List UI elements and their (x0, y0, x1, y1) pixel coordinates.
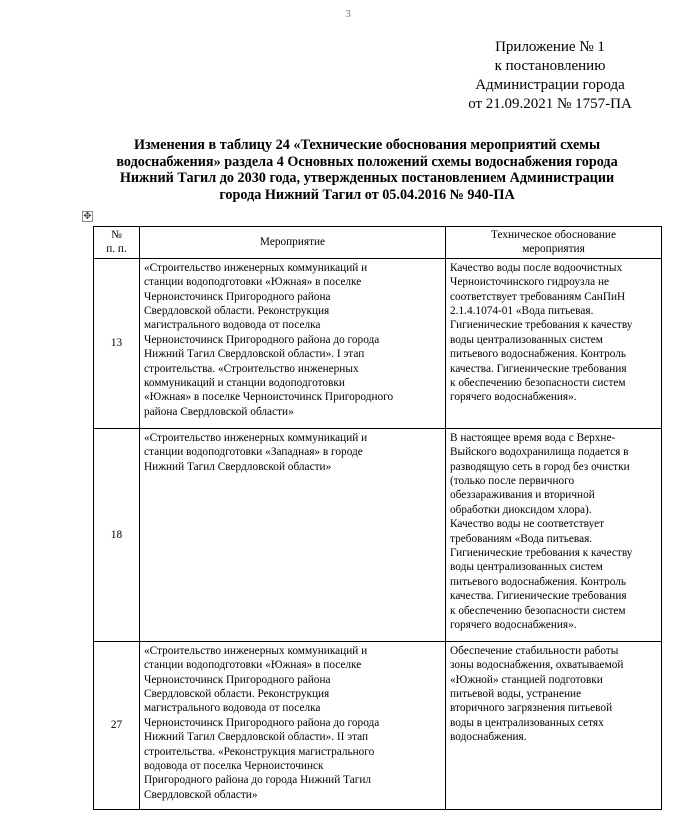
header-number-line: п. п. (106, 243, 127, 256)
justification-line: Выйского водохранилища подается в (450, 446, 629, 459)
justification-line: вторичного загрязнения питьевой (450, 702, 613, 715)
appendix-line: Приложение № 1 (495, 39, 605, 55)
justification-line: воды централизованных систем (450, 333, 603, 346)
measure-line: станции водоподготовки «Западная» в городе (144, 446, 363, 459)
header-measure: Мероприятие (140, 227, 446, 259)
justification-line: качества. Гигиенические требования (450, 590, 627, 603)
measure-line: водовода от поселка Черноисточинск (144, 760, 324, 773)
measure-line: «Строительство инженерных коммуникаций и (144, 644, 368, 657)
justification-line: к обеспечению безопасности систем (450, 377, 626, 390)
title-line: города Нижний Тагил от 05.04.2016 № 940-ПА (219, 186, 515, 203)
justification-cell (446, 428, 662, 641)
justification-line: горячего водоснабжения». (450, 619, 577, 632)
row-number: 27 (94, 641, 140, 809)
justification-line: водоснабжения. (450, 731, 527, 744)
justification-line: горячего водоснабжения». (450, 391, 577, 404)
table-row (94, 428, 662, 641)
measure-line: Пригородного района до города Нижний Тагил (144, 774, 372, 787)
justification-line: В настоящее время вода с Верхне- (450, 431, 616, 444)
measure-line: Нижний Тагил Свердловской области». II этап (144, 731, 369, 744)
justification-line: питьевой воды, устранение (450, 688, 582, 701)
appendix-header (440, 38, 660, 114)
measure-line: Черноисточинск Пригородного района до города (144, 333, 380, 346)
justification-line: качества. Гигиенические требования (450, 362, 627, 375)
row-number: 13 (94, 258, 140, 428)
measure-line: строительства. «Реконструкция магистрального (144, 745, 375, 758)
justification-line: обработки диоксидом хлора). (450, 503, 592, 516)
justification-line: воды централизованных систем (450, 561, 603, 574)
measure-line: станции водоподготовки «Южная» в поселке (144, 276, 362, 289)
measure-line: «Строительство инженерных коммуникаций и (144, 261, 368, 274)
justification-cell (446, 258, 662, 428)
title-line: Нижний Тагил до 2030 года, утвержденных постановлением Администрации (119, 170, 615, 186)
justification-line: Гигиенические требования к качеству (450, 319, 633, 332)
measure-line: Свердловской области» (144, 788, 258, 801)
measure-line: «Южная» в поселке Черноисточинск Пригородного (144, 391, 394, 404)
measure-line: «Строительство инженерных коммуникаций и (144, 431, 368, 444)
justification-line: требованиям «Вода питьевая. (450, 532, 593, 545)
measure-cell (140, 428, 446, 641)
measure-cell (140, 258, 446, 428)
justification-line: обеззараживания и вторичной (450, 489, 595, 502)
measure-line: Нижний Тагил Свердловской области» (144, 460, 332, 473)
justification-line: Черноисточинского гидроузла не (450, 276, 610, 289)
header-number-line: № (111, 229, 122, 241)
measure-line: строительства. «Строительство инженерных (144, 362, 359, 375)
measure-line: магистрального водовода от поселка (144, 702, 321, 715)
appendix-line: Администрации города (475, 77, 625, 93)
justification-line: 2.1.4.1074-01 «Вода питьевая. (450, 305, 594, 318)
appendix-line: от 21.09.2021 № 1757-ПА (468, 96, 632, 112)
measure-line: Свердловской области. Реконструкция (144, 305, 330, 318)
header-number (94, 227, 140, 259)
measure-line: Черноисточинск Пригородного района до города (144, 716, 380, 729)
justification-line: воды в централизованных сетях (450, 716, 604, 729)
measure-line: коммуникаций и станции водоподготовки (144, 377, 345, 390)
justification-line: питьевого водоснабжения. Контроль (450, 575, 627, 588)
justification-line: Качество воды после водоочистных (450, 261, 623, 274)
measure-line: Черноисточинск Пригородного района (144, 673, 331, 686)
justification-line: зоны водоснабжения, охватываемой (450, 659, 624, 672)
measure-line: Нижний Тагил Свердловской области». I этап (144, 348, 365, 361)
page-number: 3 (345, 8, 351, 20)
measure-cell (140, 641, 446, 809)
justification-line: к обеспечению безопасности систем (450, 604, 626, 617)
justification-line: соответствует требованиям СанПиН (450, 290, 626, 303)
table-row (94, 258, 662, 428)
measure-line: района Свердловской области» (144, 405, 294, 418)
header-justification-line: Техническое обоснование (491, 229, 616, 241)
justification-line: Качество воды не соответствует (450, 518, 605, 531)
title-line: Изменения в таблицу 24 «Технические обоснования мероприятий схемы (133, 137, 601, 153)
justification-line: «Южной» станцией подготовки (450, 673, 603, 686)
justification-line: Гигиенические требования к качеству (450, 547, 633, 560)
table-row (94, 641, 662, 809)
header-justification-line: мероприятия (522, 243, 585, 256)
measure-line: станции водоподготовки «Южная» в поселке (144, 659, 362, 672)
measure-line: Свердловской области. Реконструкция (144, 688, 330, 701)
changes-table (93, 226, 662, 810)
title-line: водоснабжения» раздела 4 Основных положений схемы водоснабжения города (116, 153, 618, 170)
appendix-line: к постановлению (494, 58, 606, 74)
justification-line: (только после первичного (450, 475, 575, 488)
justification-line: питьевого водоснабжения. Контроль (450, 348, 627, 361)
table-header-row (94, 227, 662, 259)
move-handle-icon[interactable]: ✥ (83, 211, 92, 222)
measure-line: магистрального водовода от поселка (144, 319, 321, 332)
document-title (84, 137, 650, 203)
row-number: 18 (94, 428, 140, 641)
justification-cell (446, 641, 662, 809)
header-justification (446, 227, 662, 259)
justification-line: разводящую сеть в город без очистки (450, 460, 630, 473)
justification-line: Обеспечение стабильности работы (450, 644, 619, 657)
measure-line: Черноисточинск Пригородного района (144, 290, 331, 303)
